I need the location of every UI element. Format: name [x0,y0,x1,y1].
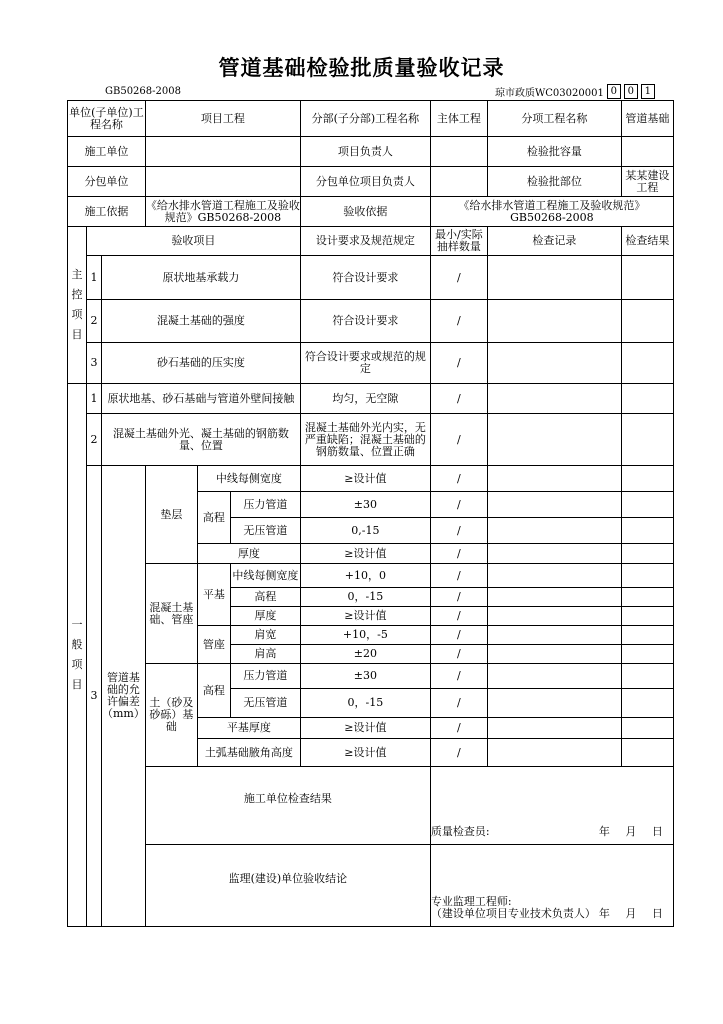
row-record[interactable] [487,645,621,664]
row-record[interactable] [487,518,621,544]
row-requirement: ≥设计值 [300,607,430,626]
row-result[interactable] [621,564,673,588]
cushion-label: 垫层 [145,466,197,564]
row-label: 无压管道 [230,518,300,544]
item-result[interactable] [621,414,673,466]
row-sample[interactable]: / [430,588,487,607]
item-name: 混凝土基础的强度 [102,300,301,343]
batch-location-label: 检验批部位 [487,167,621,197]
row-requirement: 0，-15 [300,689,430,718]
row-sample[interactable]: / [430,607,487,626]
row-record[interactable] [487,689,621,718]
engineer-sublabel: （建设单位项目专业技术负责人） [430,907,596,920]
item-record[interactable] [487,384,621,414]
item-result[interactable] [621,300,673,343]
row-result[interactable] [621,664,673,689]
construction-check-text: 施工单位检查结果 [243,792,332,805]
row-result[interactable] [621,607,673,626]
item-result[interactable] [621,256,673,300]
item-requirement: 混凝土基础外光内实，无严重缺陷；混凝土基础的钢筋数量、位置正确 [300,414,430,466]
concrete-label: 混凝土基础、管座 [145,564,197,664]
engineer-line [431,896,596,920]
item-name: 原状地基承载力 [102,256,301,300]
row-result[interactable] [621,518,673,544]
construction-unit-value[interactable] [145,137,300,167]
basis-label: 施工依据 [68,197,146,227]
acceptance-basis-value[interactable]: 《给水排水管道工程施工及验收规范》GB50268-2008 [430,197,673,227]
code-box[interactable]: 1 [641,84,655,99]
row-record[interactable] [487,466,621,492]
row-label: 中线每侧宽度 [230,564,300,588]
row-requirement: ≥设计值 [300,718,430,739]
row-result[interactable] [621,544,673,564]
elevation-label: 高程 [197,664,230,718]
row-label: 土弧基础腋角高度 [197,739,300,767]
row-label: 中线每侧宽度 [197,466,300,492]
row-sample[interactable]: / [430,645,487,664]
record-code [495,84,655,99]
inspector-line: 质量检查员: [430,825,490,838]
table-row [68,466,674,492]
row-record[interactable] [487,564,621,588]
table-row [68,664,674,689]
standard-code: GB50268-2008 [105,86,181,97]
row-requirement: 0，-15 [300,588,430,607]
row-requirement: ≥设计值 [300,466,430,492]
sub-manager-label: 分包单位项目负责人 [300,167,430,197]
item-result[interactable] [621,384,673,414]
row-requirement: +10，0 [300,564,430,588]
row-sample[interactable]: / [430,718,487,739]
subitem-label: 分项工程名称 [487,101,621,137]
row-label: 高程 [230,588,300,607]
row-sample[interactable]: / [430,664,487,689]
item-sample[interactable]: / [430,300,487,343]
col-requirement-header: 设计要求及规范规定 [300,227,430,256]
supervision-text: 监理(建设)单位验收结论 [228,872,348,885]
table-row [68,414,674,466]
row-record[interactable] [487,492,621,518]
col-sample-header: 最小/实际抽样数量 [430,227,487,256]
item-number: 3 [87,466,102,927]
row-sample[interactable]: / [430,564,487,588]
row-record[interactable] [487,544,621,564]
row-record[interactable] [487,588,621,607]
table-row [68,384,674,414]
general-label: 一般项目 [68,384,87,927]
row-label: 厚度 [230,607,300,626]
engineer-label: 专业监理工程师: [430,895,512,908]
row-sample[interactable]: / [430,626,487,645]
row-requirement: 0,-15 [300,518,430,544]
item-number: 2 [87,414,102,466]
item-name: 砂石基础的压实度 [102,343,301,384]
construction-check-box[interactable] [430,767,673,845]
row-label: 肩宽 [230,626,300,645]
pipe-seat-label: 管座 [197,626,230,664]
sub-manager-value[interactable] [430,167,487,197]
sub-unit-value[interactable] [145,167,300,197]
row-label: 压力管道 [230,664,300,689]
row-result[interactable] [621,466,673,492]
row-requirement: ≥设计值 [300,544,430,564]
row-label: 肩高 [230,645,300,664]
batch-capacity-value[interactable] [621,137,673,167]
supervision-label [145,845,430,927]
item-number: 1 [87,256,102,300]
page-title: 管道基础检验批质量验收记录 [218,56,505,80]
item-name: 原状地基、砂石基础与管道外壁间接触 [102,384,301,414]
col-item-header: 验收项目 [87,227,301,256]
unit-label: 单位(子单位)工程名称 [68,101,146,137]
row-record[interactable] [487,664,621,689]
item-record[interactable] [487,300,621,343]
row-requirement: +10，-5 [300,626,430,645]
row-result[interactable] [621,626,673,645]
row-result[interactable] [621,739,673,767]
row-requirement: ±20 [300,645,430,664]
row-result[interactable] [621,689,673,718]
row-record[interactable] [487,607,621,626]
row-result[interactable] [621,588,673,607]
item-sample[interactable]: / [430,256,487,300]
construction-unit-label: 施工单位 [68,137,146,167]
item-result[interactable] [621,343,673,384]
item-number: 1 [87,384,102,414]
item-record[interactable] [487,414,621,466]
unit-value[interactable]: 项目工程 [145,101,300,137]
item-requirement: 符合设计要求或规范的规定 [300,343,430,384]
row-requirement: ±30 [300,492,430,518]
item-sample[interactable]: / [430,414,487,466]
division-value[interactable]: 主体工程 [430,101,487,137]
code-box[interactable]: 0 [607,84,621,99]
row-sample[interactable]: / [430,518,487,544]
row-requirement: ±30 [300,664,430,689]
flat-base-label: 平基 [197,564,230,626]
batch-location-value[interactable]: 某某建设工程 [621,167,673,197]
row-sample[interactable]: / [430,739,487,767]
col-record-header: 检查记录 [487,227,621,256]
item-number: 3 [87,343,102,384]
row-result[interactable] [621,718,673,739]
record-code-prefix: 琼市政质WC03020001 [495,88,604,99]
elevation-label: 高程 [197,492,230,544]
sub-unit-label: 分包单位 [68,167,146,197]
acceptance-basis-label: 验收依据 [300,197,430,227]
item-sample[interactable]: / [430,343,487,384]
col-result-header: 检查结果 [621,227,673,256]
project-manager-label: 项目负责人 [300,137,430,167]
row-record[interactable] [487,739,621,767]
item-requirement: 符合设计要求 [300,300,430,343]
soil-label: 土（砂及砂砾）基础 [145,664,197,767]
row-record[interactable] [487,718,621,739]
supervision-box[interactable] [430,845,673,927]
row-sample[interactable]: / [430,466,487,492]
item-sample[interactable]: / [430,384,487,414]
date-line: 年 月 日 [598,825,663,838]
subitem-value[interactable]: 管道基础 [621,101,673,137]
table-row [68,564,674,588]
table-row [68,343,674,384]
basis-value[interactable]: 《给水排水管道工程施工及验收规范》GB50268-2008 [145,197,300,227]
item-record[interactable] [487,343,621,384]
code-box[interactable]: 0 [624,84,638,99]
item-number: 2 [87,300,102,343]
row-sample[interactable]: / [430,492,487,518]
main-control-label: 主控项目 [68,227,87,384]
row-sample[interactable]: / [430,689,487,718]
project-manager-value[interactable] [430,137,487,167]
row-record[interactable] [487,626,621,645]
row-result[interactable] [621,492,673,518]
row-label: 平基厚度 [197,718,300,739]
batch-capacity-label: 检验批容量 [487,137,621,167]
item-requirement: 符合设计要求 [300,256,430,300]
item-record[interactable] [487,256,621,300]
row-result[interactable] [621,645,673,664]
row-label: 无压管道 [230,689,300,718]
inspection-form [67,100,674,927]
date-line: 年 月 日 [598,907,663,920]
construction-check-label [145,767,430,845]
row-label: 厚度 [197,544,300,564]
division-label: 分部(子分部)工程名称 [300,101,430,137]
row-sample[interactable]: / [430,544,487,564]
table-row [68,256,674,300]
item-requirement: 均匀，无空隙 [300,384,430,414]
row-label: 压力管道 [230,492,300,518]
deviation-group-label: 管道基础的允许偏差（mm） [102,466,146,927]
row-requirement: ≥设计值 [300,739,430,767]
table-row [68,300,674,343]
item-name: 混凝土基础外光、凝土基础的钢筋数量、位置 [102,414,301,466]
